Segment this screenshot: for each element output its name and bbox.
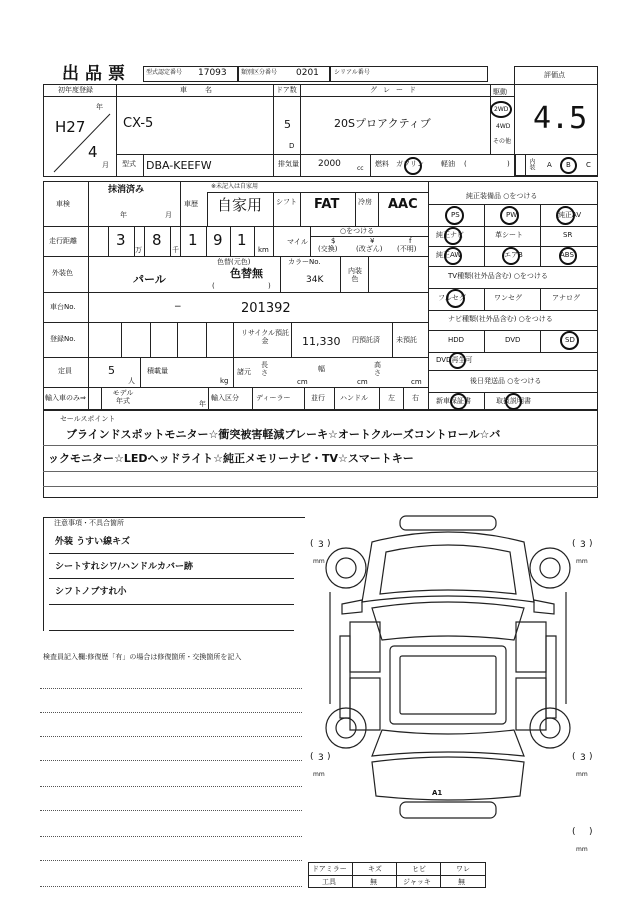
mile-label: マイル: [287, 238, 308, 246]
tv-title: TV種類(社外品含む) ○をつける: [448, 272, 548, 280]
model-label: 型式: [122, 160, 136, 168]
navi-dvd: DVD: [505, 336, 521, 344]
dvd-playback: DVD再生可: [436, 356, 473, 364]
tv-fullseg-circle: [446, 289, 465, 308]
mileage-label: 走行距離: [49, 237, 77, 245]
car-diagram: [320, 512, 580, 832]
color-label: 外装色: [52, 269, 73, 277]
colorno-value: 34K: [306, 275, 324, 285]
chassis-dash: −: [174, 302, 182, 312]
repaint-label: 色替(元色): [217, 258, 251, 266]
interior-c: C: [586, 161, 591, 169]
navi-title: ナビ種類(社外品含む) ○をつける: [448, 315, 553, 323]
navi-sd-circle: [560, 331, 579, 350]
equip-pw: PW: [506, 211, 518, 219]
shift-label: シフト: [276, 198, 297, 206]
repaint-paren-open: (: [212, 282, 215, 290]
serial-label: シリアル番号: [334, 69, 370, 76]
tire-fl-close: ): [327, 539, 331, 549]
history-value: 自家用: [217, 196, 263, 214]
note-line-1: 外装 うすい線キズ: [55, 537, 130, 547]
recycle-paid: 円預託済: [352, 336, 380, 344]
sales-line-2: ックモニター☆LEDヘッドライト☆純正メモリーナビ・TV☆スマートキー: [48, 452, 414, 465]
displacement-value: 2000: [318, 159, 341, 169]
interior-box: [515, 154, 598, 177]
grade-label: グレード: [370, 86, 422, 94]
handle-label: ハンドル: [340, 394, 368, 402]
tire-rl-mm: mm: [313, 771, 325, 778]
recycle-unpaid: 未預託: [396, 336, 417, 344]
repaint-paren-close: ): [268, 282, 271, 290]
tire-fr-value: 3: [580, 540, 586, 550]
history-label: 車歴: [184, 200, 198, 208]
height-label: 高さ: [374, 361, 381, 377]
equip-title: 純正装備品 ○をつける: [466, 192, 538, 200]
later-warranty: 新車保証書: [436, 397, 471, 405]
repaint-value: 色替無: [230, 267, 263, 280]
load-label: 積載量: [147, 367, 168, 375]
capacity-value: 5: [108, 364, 115, 377]
tire-fr-open: (: [572, 539, 576, 549]
fumei-symbol: f: [409, 237, 412, 245]
mileage-digit-3: 1: [188, 231, 198, 249]
first-reg-label: 初年度登録: [58, 86, 93, 94]
later-warranty-circle: [450, 393, 467, 410]
man-unit: 万: [135, 246, 142, 254]
interior-a: A: [547, 161, 552, 169]
fuel-gas-circle: [404, 157, 422, 175]
doors-value: 5: [284, 118, 291, 131]
exchange-symbol: $: [331, 237, 336, 245]
import-label: 輸入車のみ⇒: [45, 394, 86, 402]
fuel-gas: ガソリン: [396, 160, 424, 168]
bt-mirror: ドアミラー: [312, 865, 347, 873]
score-value: 4.5: [533, 101, 588, 136]
sen-unit: 千: [172, 246, 179, 254]
equip-abs: ABS: [560, 251, 574, 259]
equip-av-circle: [556, 206, 575, 225]
dvd-playback-circle: [449, 352, 466, 369]
bt-tools-value: 無: [370, 878, 377, 886]
regno-label: 登録No.: [50, 335, 76, 343]
importtype-label: 輸入区分: [211, 394, 239, 402]
equip-abs-circle: [559, 247, 577, 265]
drive-4wd: 4WD: [496, 123, 511, 130]
doors-label: ドア数: [276, 86, 297, 94]
model-value: DBA-KEEFW: [146, 159, 212, 172]
shift-value: FAT: [314, 197, 340, 212]
drive-2wd: 2WD: [494, 106, 509, 113]
mileage-digit-2: 8: [152, 231, 162, 249]
load-unit: kg: [220, 377, 229, 385]
spare-mm: mm: [576, 846, 588, 853]
bt-hibi: ヒビ: [412, 865, 426, 873]
height-cm: cm: [411, 378, 422, 386]
spare-close: ): [589, 827, 593, 837]
aircon-value: AAC: [388, 197, 418, 212]
tv-fullseg: フルセグ: [438, 294, 466, 302]
shaken-label: 車検: [56, 200, 70, 208]
bt-kizu: キズ: [368, 865, 382, 873]
equip-ps: PS: [451, 211, 460, 219]
car-name: CX-5: [123, 116, 154, 131]
tire-fr-mm: mm: [576, 558, 588, 565]
note-line-3: シフトノブすれ小: [55, 587, 127, 597]
month-unit: 月: [102, 161, 109, 169]
length-label: 長さ: [261, 361, 268, 377]
score-label: 評価点: [544, 71, 565, 79]
bt-tools: 工具: [322, 878, 336, 886]
sales-line-1: ブラインドスポットモニター☆衝突被害軽減ブレーキ☆オートクルーズコントロール☆バ: [66, 428, 501, 441]
bt-jack: ジャッキ: [403, 878, 431, 886]
later-manual: 取扱説明書: [496, 397, 531, 405]
capacity-unit: 人: [128, 377, 135, 385]
navi-hdd: HDD: [448, 336, 465, 344]
interior-b: B: [566, 161, 571, 169]
kaizan-symbol: ¥: [370, 237, 375, 245]
drive-label: 駆動: [493, 88, 507, 96]
equip-aw-circle: [444, 247, 462, 265]
tire-rr-mm: mm: [576, 771, 588, 778]
drive-2wd-circle: [490, 101, 512, 118]
tire-fl-mm: mm: [313, 558, 325, 565]
tire-rl-open: (: [310, 752, 314, 762]
fumei-label: (不明): [397, 245, 417, 253]
first-reg-year: H27: [55, 118, 86, 136]
capacity-label: 定員: [58, 367, 72, 375]
grade-value: 20Sプロアクティブ: [334, 117, 431, 130]
aircon-label: 冷房: [358, 198, 372, 206]
dealer-label: ディーラー: [256, 394, 291, 402]
tv-oneseg: ワンセグ: [494, 294, 522, 302]
doors-sub: D: [289, 142, 295, 150]
tire-rr-value: 3: [580, 753, 586, 763]
page-title: 出品票: [62, 64, 131, 84]
equip-navi: 純正ナビ: [436, 231, 464, 239]
equip-airbag-circle: [502, 247, 520, 265]
tire-fl-open: (: [310, 539, 314, 549]
intcolor-label: 内装色: [348, 267, 362, 283]
dims-label: 諸元: [237, 368, 251, 376]
displacement-label: 排気量: [278, 160, 299, 168]
kaizan-label: (改ざん): [356, 245, 383, 253]
length-cm: cm: [297, 378, 308, 386]
recycle-value: 11,330: [302, 335, 341, 348]
sales-label: セールスポイント: [60, 415, 116, 423]
tire-fr-close: ): [589, 539, 593, 549]
equip-leather: 革シート: [495, 231, 523, 239]
circle-note: ○をつける: [340, 227, 375, 235]
ruibetsu-label: 類別区分番号: [241, 69, 278, 76]
navi-sd: SD: [565, 336, 575, 344]
tire-rr-close: ): [589, 752, 593, 762]
equip-sr: SR: [563, 231, 573, 239]
mileage-digit-5: 1: [237, 231, 247, 249]
cc-unit: cc: [357, 165, 364, 172]
note-line-2: シートすれシワ/ハンドルカバー跡: [55, 562, 194, 572]
km-unit: km: [258, 246, 269, 254]
notes-block: [43, 517, 305, 631]
modelyear-unit: 年: [199, 400, 206, 408]
drive-other: その他: [493, 138, 512, 145]
width-cm: cm: [357, 378, 368, 386]
rear-mark: A1: [432, 789, 443, 797]
tire-rl-close: ): [327, 752, 331, 762]
notes-label: 注意事項・不具合箇所: [54, 519, 124, 527]
bt-jack-value: 無: [458, 878, 465, 886]
equip-ps-circle: [445, 206, 464, 225]
chassis-value: 201392: [241, 301, 291, 316]
tire-rr-open: (: [572, 752, 576, 762]
kataa-value: 17093: [198, 68, 227, 78]
tire-rl-value: 3: [318, 753, 324, 763]
mileage-digit-1: 3: [116, 231, 126, 249]
fuel-label: 燃料: [375, 160, 389, 168]
kataa-label: 型式認定番号: [146, 69, 183, 76]
bt-ware: ワレ: [456, 865, 470, 873]
right-label: 右: [412, 394, 419, 402]
interior-label: 内装: [528, 158, 535, 170]
recycle-label: リサイクル預託金: [240, 329, 290, 345]
history-note: ※未記入は自家用: [211, 183, 259, 190]
name-label: 車名: [180, 86, 230, 94]
shaken-year: 年: [120, 211, 127, 219]
equip-aw: 純正AW: [436, 251, 462, 259]
ruibetsu-value: 0201: [296, 68, 319, 78]
colorno-label: カラーNo.: [288, 258, 321, 266]
first-reg-month: 4: [88, 143, 98, 161]
fuel-paren-open: (: [464, 160, 467, 168]
later-manual-circle: [505, 393, 522, 410]
equip-airbag: エアB: [504, 251, 523, 259]
parallel-label: 並行: [311, 394, 325, 402]
equip-av: 純正AV: [558, 211, 582, 219]
mileage-digit-4: 9: [213, 231, 223, 249]
color-value: パール: [133, 273, 166, 286]
fuel-paren-close: ): [507, 160, 510, 168]
equip-navi-circle: [444, 227, 462, 245]
left-label: 左: [388, 394, 395, 402]
exchange-label: (交換): [318, 245, 338, 253]
later-title: 後日発送品 ○をつける: [470, 377, 542, 385]
tv-analog: アナログ: [552, 294, 580, 302]
fuel-diesel: 軽油: [441, 160, 455, 168]
width-label: 幅: [318, 365, 325, 373]
year-unit: 年: [96, 103, 103, 111]
equip-pw-circle: [500, 206, 519, 225]
modelyear-label: モデル年式: [112, 389, 134, 405]
tire-fl-value: 3: [318, 540, 324, 550]
inspector-label: 検査員記入欄:修復歴「有」の場合は修復箇所・交換箇所を記入: [43, 653, 242, 661]
spare-open: (: [572, 827, 576, 837]
chassis-label: 車台No.: [50, 303, 76, 311]
shaken-value: 抹消済み: [108, 185, 145, 195]
shaken-month: 月: [165, 211, 172, 219]
